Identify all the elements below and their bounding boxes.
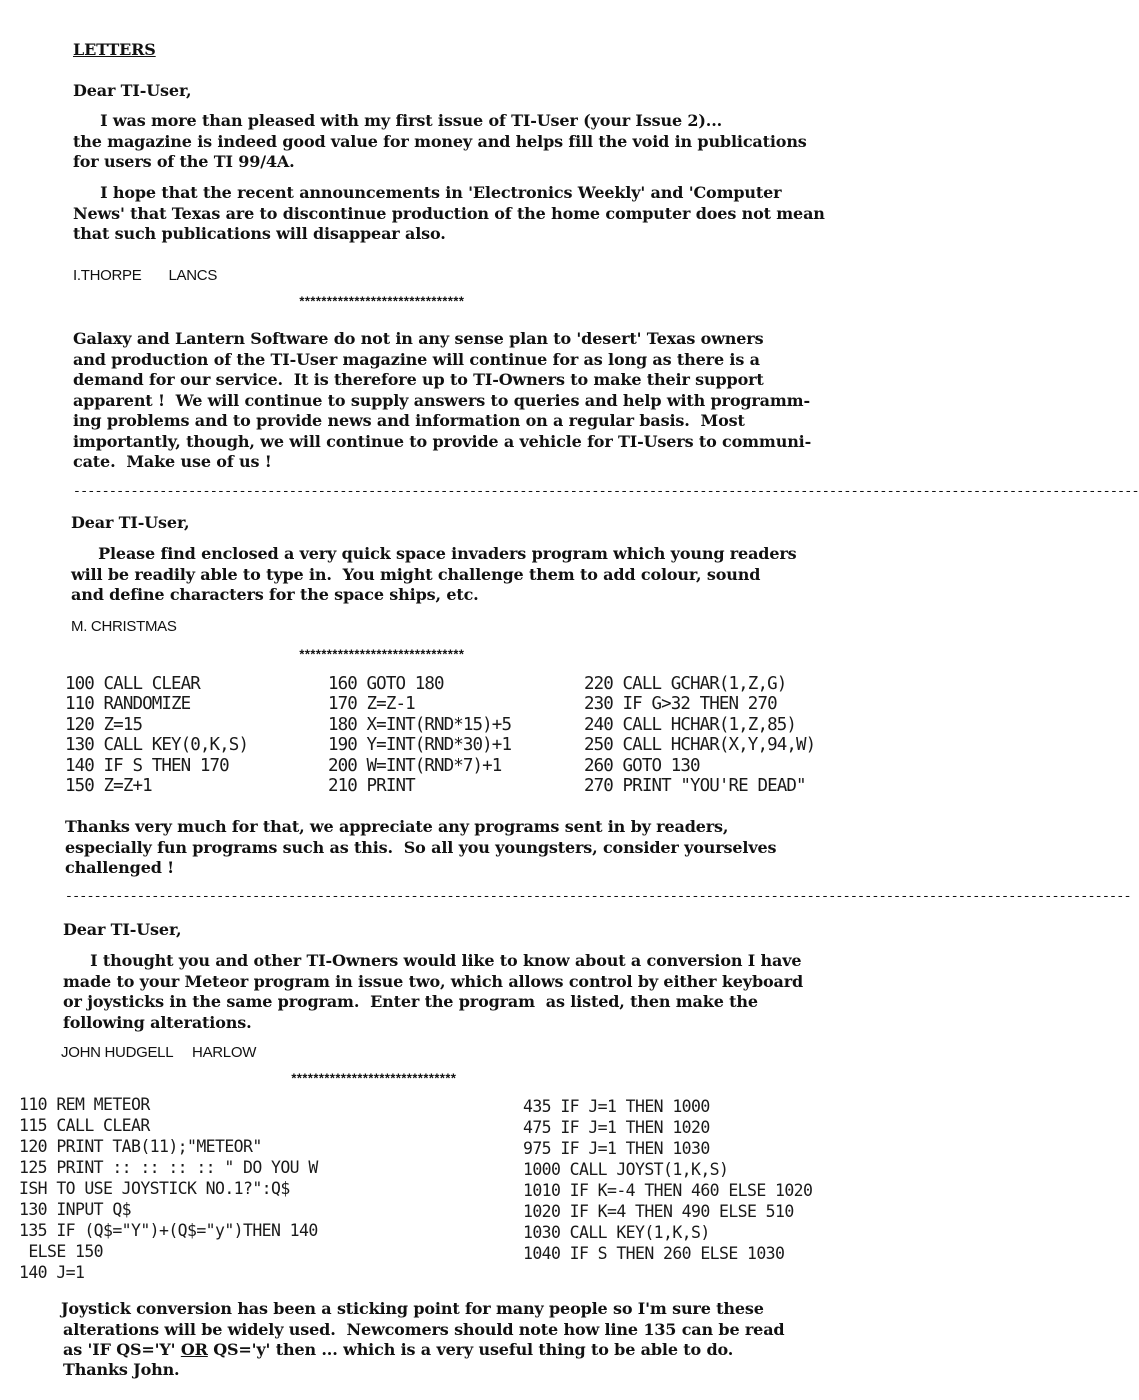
- star-separator-2: ******************************: [298, 648, 464, 663]
- letter3-salutation: Dear TI-User,: [63, 920, 182, 939]
- page-heading: LETTERS: [73, 40, 156, 59]
- letter3-reply-line-1: Joystick conversion has been a sticking point for many people so I'm sure these: [61, 1299, 764, 1318]
- dash-separator-2: ----------------------------------------------------------------------------------------------------------------------------------------------------: [65, 889, 1131, 904]
- star-separator-3: ******************************: [290, 1072, 456, 1087]
- letter2-salutation: Dear TI-User,: [71, 513, 190, 532]
- letter3-reply-line-2: alterations will be widely used. Newcomers should note how line 135 can be read: [63, 1320, 785, 1339]
- reply-line-3-end: QS='y' then ... which is a very useful thing to be able to do.: [207, 1340, 734, 1359]
- letter2-paragraph-1: Please find enclosed a very quick space invaders program which young readers will be readily able to type in. You might challenge them to add colour, sound and define characters for the space ships, etc.: [71, 544, 797, 604]
- letter3-signature: JOHN HUDGELL HARLOW: [61, 1044, 257, 1061]
- invaders-code-column-1: 100 CALL CLEAR 110 RANDOMIZE 120 Z=15 130 CALL KEY(0,K,S) 140 IF S THEN 170 150 Z=Z+1: [65, 674, 249, 797]
- letter1-paragraph-1: I was more than pleased with my first issue of TI-User (your Issue 2)... the magazine is indeed good value for money and helps fill the void in publications for users of the TI 99/4A.: [73, 111, 807, 171]
- letter2-editor-reply: Thanks very much for that, we appreciate any programs sent in by readers, especially fun programs such as this. So all you youngsters, consider yourselves challenged !: [65, 817, 777, 877]
- invaders-code-column-2: 160 GOTO 180 170 Z=Z-1 180 X=INT(RND*15)+5 190 Y=INT(RND*30)+1 200 W=INT(RND*7)+1 210 PRINT: [328, 674, 512, 797]
- letter3-reply-line-3: [63, 1340, 733, 1361]
- dash-separator-1: ----------------------------------------------------------------------------------------------------------------------------------------------------: [73, 484, 1139, 499]
- letter3-reply-line-4: Thanks John.: [63, 1360, 180, 1379]
- letter1-paragraph-2: I hope that the recent announcements in 'Electronics Weekly' and 'Computer News' that Texas are to discontinue production of the home computer does not mean that such publications will disappear also.: [73, 183, 825, 243]
- letter1-signature: I.THORPE LANCS: [73, 267, 218, 284]
- meteor-code-left: 110 REM METEOR 115 CALL CLEAR 120 PRINT TAB(11);"METEOR" 125 PRINT :: :: :: :: " DO YOU W ISH TO USE JOYSTICK NO.1?":Q$ 130 INPUT Q$ 135 IF (Q$="Y")+(Q$="y")THEN 140 ELSE 150 140 J=1: [19, 1095, 318, 1282]
- underlined-or: OR: [180, 1340, 208, 1359]
- star-separator-1: ******************************: [298, 295, 464, 310]
- letter3-paragraph-1: I thought you and other TI-Owners would like to know about a conversion I have made to your Meteor program in issue two, which allows control by either keyboard or joysticks in the same program. Enter the program as listed, then make the following alterations.: [63, 951, 804, 1032]
- letter2-signature: M. CHRISTMAS: [71, 618, 177, 635]
- meteor-code-right: 435 IF J=1 THEN 1000 475 IF J=1 THEN 1020 975 IF J=1 THEN 1030 1000 CALL JOYST(1,K,S) 1010 IF K=-4 THEN 460 ELSE 1020 1020 IF K=4 THEN 490 ELSE 510 1030 CALL KEY(1,K,S) 1040 IF S THEN 260 ELSE 1030: [523, 1097, 813, 1263]
- letter1-salutation: Dear TI-User,: [73, 81, 192, 100]
- invaders-code-column-3: 220 CALL GCHAR(1,Z,G) 230 IF G>32 THEN 270 240 CALL HCHAR(1,Z,85) 250 CALL HCHAR(X,Y,94,W) 260 GOTO 130 270 PRINT "YOU'RE DEAD": [584, 674, 816, 797]
- reply-line-3-start: as 'IF QS='Y': [63, 1340, 181, 1359]
- letter1-editor-reply: Galaxy and Lantern Software do not in any sense plan to 'desert' Texas owners and production of the TI-User magazine will continue for as long as there is a demand for our service. It is therefore up to TI-Owners to make their support apparent ! We will continue to supply answers to queries and help with programm- ing problems and to provide news and information on a regular basis. Most importantly, though, we will continue to provide a vehicle for TI-Users to communi- cate. Make use of us !: [73, 329, 812, 471]
